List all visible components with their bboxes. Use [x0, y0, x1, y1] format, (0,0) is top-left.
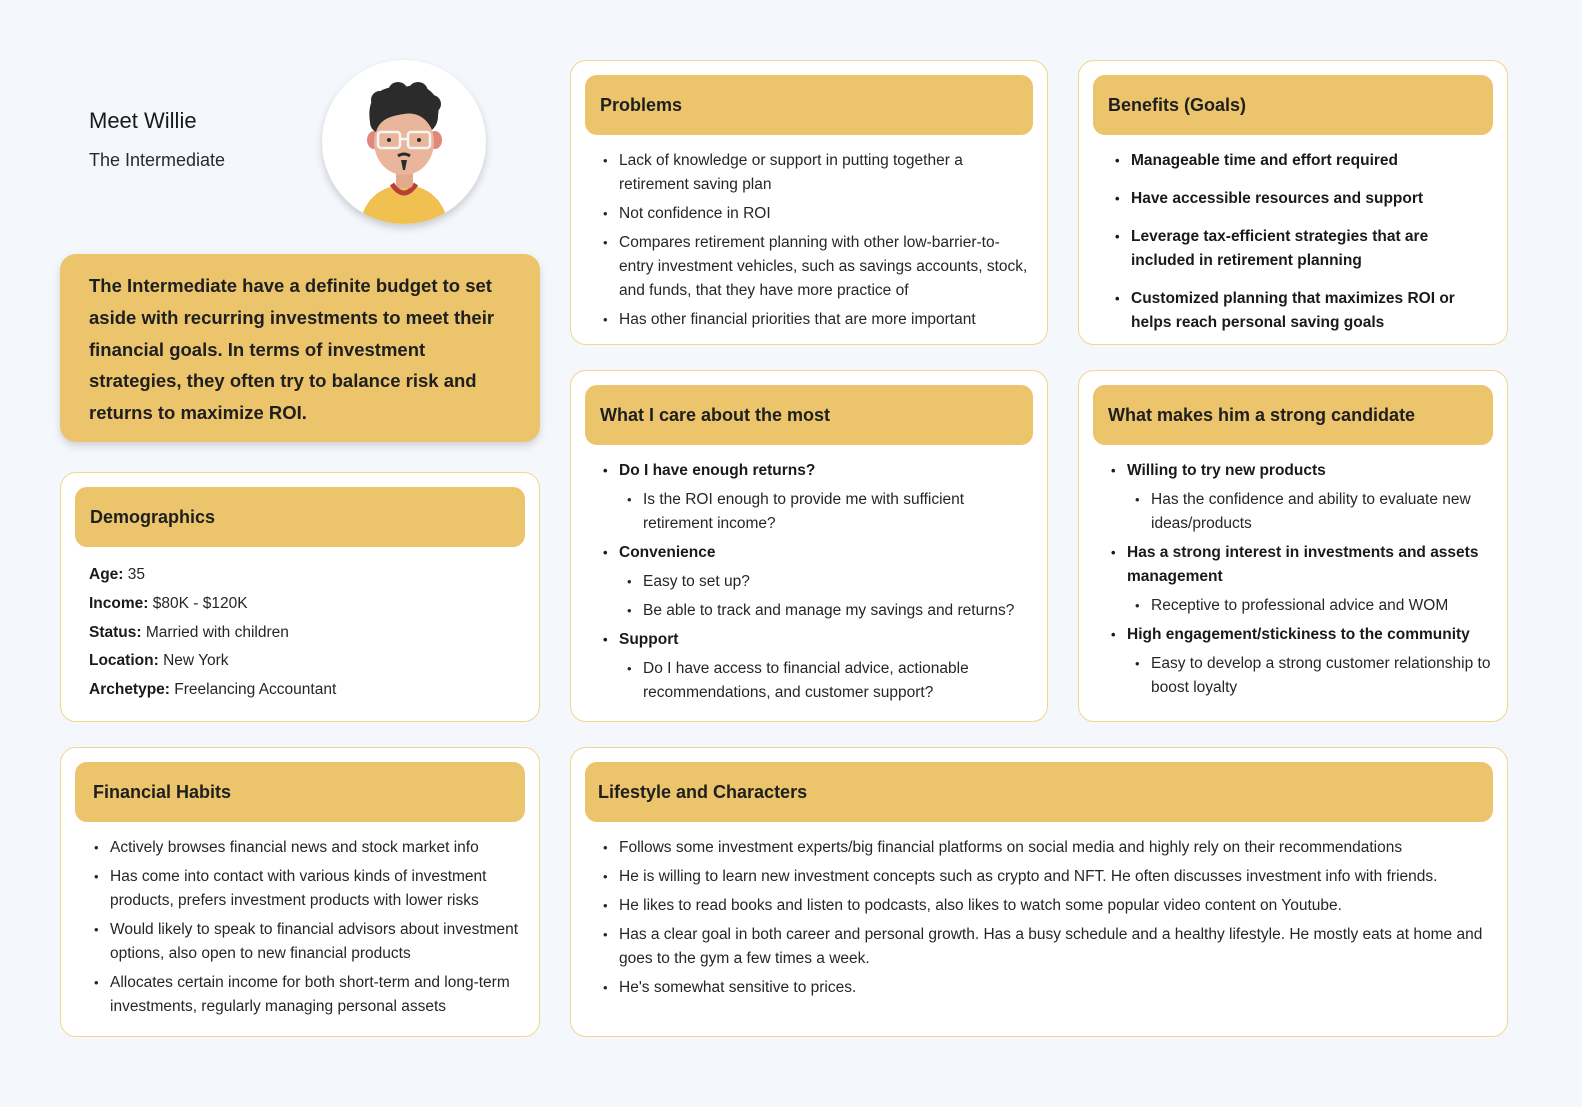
list-item: • Be able to track and manage my savings and returns?: [625, 599, 1033, 623]
list-item: • Has a strong interest in investments and assets management: [1109, 541, 1497, 589]
list-item: • Compares retirement planning with other low-barrier-to-entry investment vehicles, such as savings accounts, stock, and funds, that they have more practice of: [601, 231, 1033, 303]
list-item: • He is willing to learn new investment concepts such as crypto and NFT. He often discusses investment info with friends.: [601, 865, 1493, 889]
list-item: • Easy to develop a strong customer relationship to boost loyalty: [1133, 652, 1497, 700]
persona-summary: The Intermediate have a definite budget to set aside with recurring investments to meet their financial goals. In terms of investment strategies, they often try to balance risk and returns to maximize ROI.: [60, 254, 540, 442]
list-item: • Support: [601, 628, 1033, 652]
list-item: • Have accessible resources and support: [1113, 187, 1493, 211]
demographic-income: Income: $80K - $120K: [89, 594, 248, 612]
care-list: [601, 459, 1033, 705]
list-item: • Easy to set up?: [625, 570, 1033, 594]
list-item: • Convenience: [601, 541, 1033, 565]
lifestyle-header: Lifestyle and Characters: [585, 762, 1493, 822]
list-item: • He likes to read books and listen to podcasts, also likes to watch some popular video content on Youtube.: [601, 894, 1493, 918]
list-item: • He's somewhat sensitive to prices.: [601, 976, 1493, 1000]
candidate-list: [1109, 459, 1497, 700]
demographic-status: Status: Married with children: [89, 623, 289, 641]
financial-habits-list: [92, 836, 525, 1019]
financial-habits-card: [60, 747, 540, 1037]
problems-card: [570, 60, 1048, 345]
avatar: [322, 60, 486, 224]
person-avatar-icon: [322, 60, 486, 224]
demographic-age: Age: 35: [89, 566, 146, 583]
list-item: • Has come into contact with various kinds of investment products, prefers investment products with lower risks: [92, 865, 525, 913]
financial-habits-header: Financial Habits: [75, 762, 525, 822]
list-item: • Is the ROI enough to provide me with sufficient retirement income?: [625, 488, 1033, 536]
lifestyle-card: [570, 747, 1508, 1037]
list-item: • Do I have enough returns?: [601, 459, 1033, 483]
list-item: • Has the confidence and ability to evaluate new ideas/products: [1133, 488, 1497, 536]
candidate-card: [1078, 370, 1508, 722]
demographics-list: [89, 561, 336, 705]
benefits-header: Benefits (Goals): [1093, 75, 1493, 135]
benefits-card: [1078, 60, 1508, 345]
demographic-location: Location: New York: [89, 652, 229, 670]
demographic-archetype: Archetype: Freelancing Accountant: [89, 681, 337, 699]
persona-name: Meet Willie: [89, 108, 197, 133]
care-card: [570, 370, 1048, 722]
benefits-list: [1113, 149, 1493, 335]
persona-archetype: The Intermediate: [89, 150, 226, 170]
list-item: • Actively browses financial news and stock market info: [92, 836, 525, 860]
list-item: • High engagement/stickiness to the community: [1109, 623, 1497, 647]
list-item: • Has other financial priorities that are more important: [601, 308, 1033, 332]
demographics-header: Demographics: [75, 487, 525, 547]
list-item: • Do I have access to financial advice, actionable recommendations, and customer support?: [625, 657, 1033, 705]
list-item: • Manageable time and effort required: [1113, 149, 1493, 173]
lifestyle-list: [601, 836, 1493, 1000]
list-item: • Customized planning that maximizes ROI or helps reach personal saving goals: [1113, 287, 1493, 335]
list-item: • Willing to try new products: [1109, 459, 1497, 483]
list-item: • Has a clear goal in both career and personal growth. Has a busy schedule and a healthy lifestyle. He mostly eats at home and goes to the gym a few times a week.: [601, 923, 1493, 971]
list-item: • Would likely to speak to financial advisors about investment options, also open to new financial products: [92, 918, 525, 966]
list-item: • Follows some investment experts/big financial platforms on social media and highly rely on their recommendations: [601, 836, 1493, 860]
candidate-header: What makes him a strong candidate: [1093, 385, 1493, 445]
list-item: • Not confidence in ROI: [601, 202, 1033, 226]
problems-list: [601, 149, 1033, 332]
care-header: What I care about the most: [585, 385, 1033, 445]
problems-header: Problems: [585, 75, 1033, 135]
list-item: • Lack of knowledge or support in putting together a retirement saving plan: [601, 149, 1033, 197]
list-item: • Leverage tax-efficient strategies that are included in retirement planning: [1113, 225, 1493, 273]
list-item: • Receptive to professional advice and WOM: [1133, 594, 1497, 618]
demographics-card: [60, 472, 540, 722]
list-item: • Allocates certain income for both short-term and long-term investments, regularly managing personal assets: [92, 971, 525, 1019]
